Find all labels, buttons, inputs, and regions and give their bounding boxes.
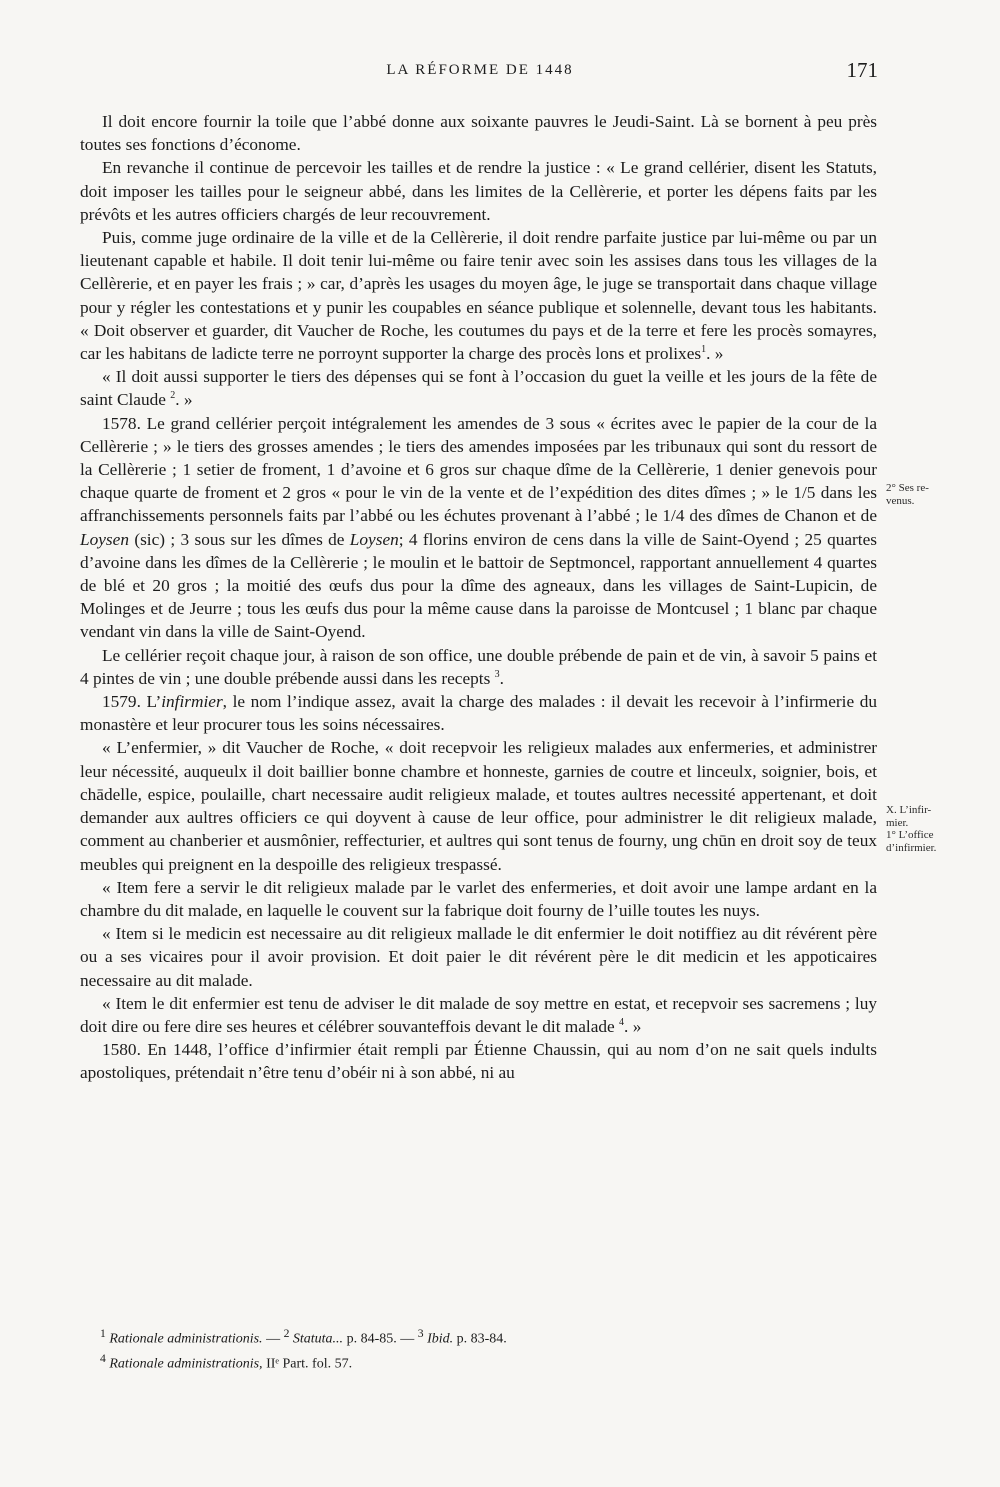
footnote-ref: 1 [701,344,707,356]
paragraph: « Item fere a servir le dit religieux malade par le varlet des enfermeries, et doit avoir une lampe ardant en la chambre du dit malade, en laquelle le couvent sur la fabrique doit fourny de l’uille toutes les nuys. [80,877,877,920]
footnote-line: $^1$ Rationale administrationis. — $^2$ Statuta... p. 84-85. — $^3$ Ibid. p. 83-84. [100,1327,507,1347]
margin-note-revenus: 2° Ses re- venus. [886,482,929,507]
footnotes [100,1324,880,1373]
footnote-ref: 2 [170,390,176,402]
running-title: LA RÉFORME DE 1448 [386,62,574,78]
paragraph: « Il doit aussi supporter le tiers des dépenses qui se font à l’occasion du guet la veille et les jours de la fête de saint Claude $^2$. » [80,367,877,410]
paragraph: Le cellérier reçoit chaque jour, à raison de son office, une double prébende de pain et de vin, à savoir 5 pains et 4 pintes de vin ; une double prébende aussi dans les recepts $^3$. [80,645,877,688]
paragraph: 1578. Le grand cellérier perçoit intégralement les amendes de 3 sous « écrites avec le papier de la cour de la Cellèrerie ; » le tiers des grosses amendes ; le tiers des amendes imposées par les tribunaux qui sont du ressort de la Cellèrerie ; 1 setier de froment, 1 d’avoine et 6 gros sur chaque dîme de la Cellèrerie, 1 denier genevois pour chaque quarte de froment et 2 gros « pour le vin de la vente et de l’expédition des dites dîmes ; » le 1/5 dans les affranchissements personnels faits par l’abbé ou les échutes provenant à l’abbé ; le 1/4 des dîmes de Chanon et de Loysen (sic) ; 3 sous sur les dîmes de Loysen; 4 florins environ de cens dans la ville de Saint-Oyend ; 25 quartes d’avoine dans les dîmes de la Cellèrerie ; le moulin et le battoir de Septmoncel, rapportant annuellement 4 quartes de blé et 20 gros ; la moitié des œufs dus pour la dîme des agneaux, dans les villages de Saint-Lupicin, de Molinges et de Jeurre ; tous les œufs dus pour la même cause dans la paroisse de Montcusel ; 1 blanc par chaque vendant vin dans la ville de Saint-Oyend. [80,413,878,642]
page-number: 171 [846,58,878,82]
paragraph: « Item si le medicin est necessaire au dit religieux mallade le dit enfermier le doit notiffiez au dit révérent père ou a ses vicaires pour il avoir provision. Et doit paier le dit révérent père le dit medicin et les appoticaires necessaire au dit malade. [80,924,877,990]
margin-note-infirmier: X. L’infir- mier. 1° L’office d’infirmier. [886,804,937,854]
running-header [80,58,880,88]
footnote-line: $^4$ Rationale administrationis, IIᵉ Part. fol. 57. [100,1351,353,1372]
paragraph: 1579. L’infirmier, le nom l’indique assez, avait la charge des malades : il devait les recevoir à l’infirmerie du monastère et leur procurer tous les soins nécessaires. [80,692,877,735]
paragraph: 1580. En 1448, l’office d’infirmier était rempli par Étienne Chaussin, qui au nom d’on ne sait quels indults apostoliques, prétendait n’être tenu d’obéir ni à son abbé, ni au [80,1040,877,1083]
paragraph: « L’enfermier, » dit Vaucher de Roche, « doit recepvoir les religieux malades aux enfermeries, et administrer leur nécessité, auqueulx il doit baillier bonne chambre et honneste, garnies de coutre et linceulx, soignier, bois, et chādelle, espice, poulaille, chart necessaire audit religieux malade, et toutes aultres necessité appertenant, et doit demander aux aultres officiers ce qui doyvent à cause de leur office, pour administrer le dit religieux malade, comment au chanberier et ausmônier, reffecturier, et aultres qui sont tenus de fourny, ung chūn en droit soy de teux meubles qui preignent en la despoille des religieux trespassé. [80,738,877,874]
paragraph: En revanche il continue de percevoir les tailles et de rendre la justice : « Le grand cellérier, disent les Statuts, doit imposer les tailles pour le seigneur abbé, dans les limites de la Cellèrerie, et porter les dépens faits par les prévôts et les autres officiers chargés de leur recouvrement. [80,158,877,224]
footnote-ref: 4 [619,1017,625,1029]
footnote-ref: 3 [494,669,500,681]
main-text [80,110,877,1085]
paragraph: Il doit encore fournir la toile que l’abbé donne aux soixante pauvres le Jeudi-Saint. Là se bornent à peu près toutes ses fonctions d’économe. [80,112,877,155]
paragraph: « Item le dit enfermier est tenu de adviser le dit malade de soy mettre en estat, et recepvoir ses sacremens ; luy doit dire ou fere dire ses heures et célébrer souvanteffois devant le dit malade $^4$. » [80,993,877,1036]
paragraph: Puis, comme juge ordinaire de la ville et de la Cellèrerie, il doit rendre parfaite justice par lui-même ou par un lieutenant capable et habile. Il doit tenir lui-même ou faire tenir avec soin les assises dans tous les villages de la Cellèrerie, et en payer les frais ; » car, d’après les usages du moyen âge, le juge se transportait dans chaque village pour y régler les contestations et y punir les coupables en séance publique et solennelle, devant tous les habitants. « Doit observer et guarder, dit Vaucher de Roche, les coutumes du pays et de la terre et fere les procès somayres, car les habitans de ladicte terre ne porroynt supporter la charge des procès lons et prolixes$^1$. » [80,228,877,364]
